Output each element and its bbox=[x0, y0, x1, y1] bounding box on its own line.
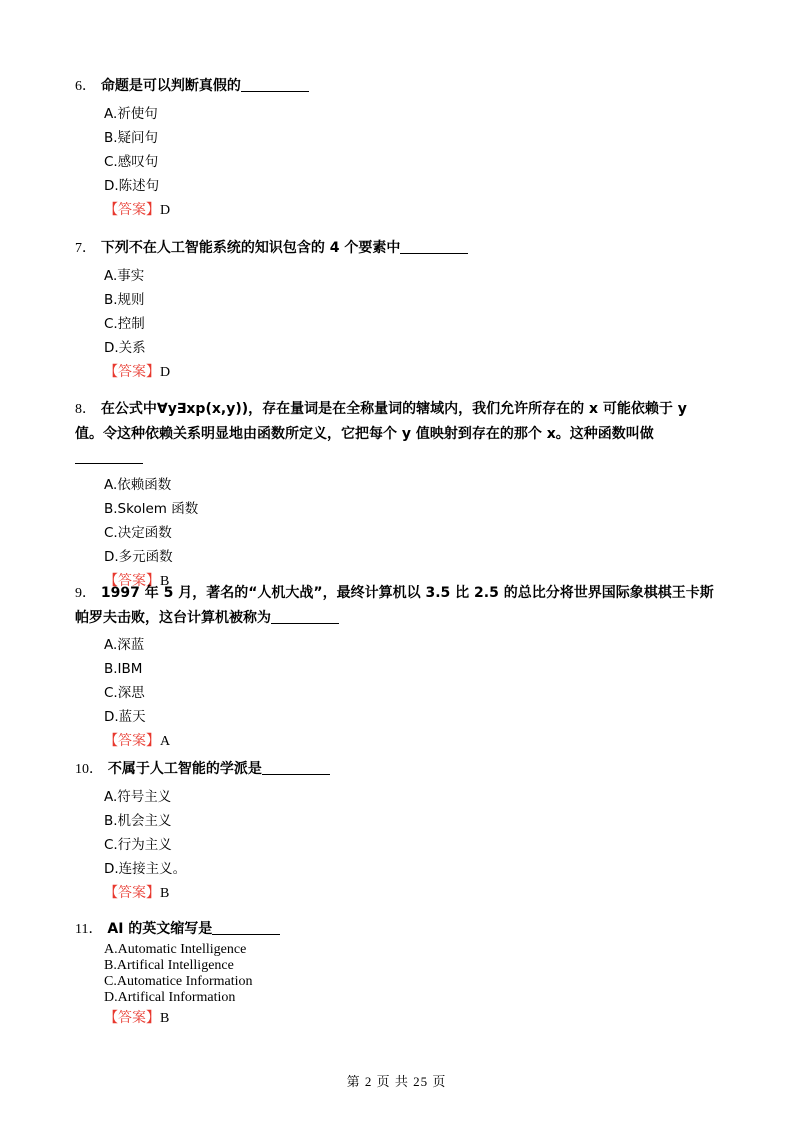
answer-blank bbox=[75, 449, 143, 464]
question-number: 9． bbox=[75, 586, 96, 601]
question-stem bbox=[75, 397, 719, 470]
answer-label: 【答案】 bbox=[104, 885, 160, 901]
options-list bbox=[104, 264, 793, 360]
option-d: D.多元函数 bbox=[104, 549, 173, 565]
option-b: B.Skolem 函数 bbox=[104, 501, 199, 517]
answer-label: 【答案】 bbox=[104, 1010, 160, 1026]
answer-line bbox=[104, 1006, 793, 1031]
answer-line bbox=[104, 729, 793, 754]
option-b: B.规则 bbox=[104, 292, 145, 308]
question-stem bbox=[75, 581, 719, 630]
option-a: A.依赖函数 bbox=[104, 477, 172, 493]
question-stem bbox=[75, 757, 719, 782]
option-d: D.Artifical Information bbox=[104, 990, 236, 1005]
option-c: C.行为主义 bbox=[104, 837, 172, 853]
question-stem bbox=[75, 74, 719, 99]
question-7 bbox=[0, 236, 793, 385]
question-11 bbox=[0, 917, 793, 1031]
question-text: AI 的英文缩写是 bbox=[107, 921, 213, 937]
answer-line bbox=[104, 881, 793, 906]
options-list bbox=[104, 633, 793, 729]
question-stem bbox=[75, 917, 719, 942]
option-d: D.连接主义。 bbox=[104, 861, 187, 877]
options-list bbox=[104, 473, 793, 569]
question-number: 8． bbox=[75, 402, 96, 417]
option-c: C.感叹句 bbox=[104, 154, 159, 170]
page-footer: 第 2 页 共 25 页 bbox=[346, 1074, 447, 1089]
option-b: B.疑问句 bbox=[104, 130, 159, 146]
answer-blank bbox=[271, 609, 339, 624]
question-number: 6． bbox=[75, 79, 96, 94]
question-text: 在公式中∀y∃xp(x,y))，存在量词是在全称量词的辖域内，我们允许所存在的 x 可能依赖于 y 值。令这种依赖关系明显地由函数所定义，它把每个 y 值映射到存在的那个 x。这种函数叫做 bbox=[75, 401, 687, 442]
question-6 bbox=[0, 74, 793, 223]
option-a: A.深蓝 bbox=[104, 637, 145, 653]
question-number: 11． bbox=[75, 922, 103, 937]
option-b: B.IBM bbox=[104, 661, 143, 677]
answer-blank bbox=[400, 239, 468, 254]
answer-label: 【答案】 bbox=[104, 733, 160, 749]
option-d: D.陈述句 bbox=[104, 178, 160, 194]
answer-value: A bbox=[160, 734, 171, 749]
option-b: B.Artifical Intelligence bbox=[104, 958, 234, 973]
answer-value: B bbox=[160, 1011, 170, 1026]
option-c: C.深思 bbox=[104, 685, 145, 701]
option-c: C.决定函数 bbox=[104, 525, 172, 541]
options-list bbox=[104, 942, 793, 1006]
answer-blank bbox=[212, 920, 280, 935]
option-c: C.Automatice Information bbox=[104, 974, 253, 989]
answer-value: B bbox=[160, 574, 170, 589]
question-number: 7． bbox=[75, 241, 96, 256]
option-c: C.控制 bbox=[104, 316, 145, 332]
options-list bbox=[104, 102, 793, 198]
question-text: 1997 年 5 月，著名的“人机大战”，最终计算机以 3.5 比 2.5 的总比分将世界国际象棋棋王卡斯帕罗夫击败，这台计算机被称为 bbox=[75, 585, 714, 626]
question-number: 10． bbox=[75, 762, 103, 777]
answer-line bbox=[104, 360, 793, 385]
question-text: 不属于人工智能的学派是 bbox=[107, 761, 262, 777]
question-text: 下列不在人工智能系统的知识包含的 4 个要素中 bbox=[100, 240, 401, 256]
question-stem bbox=[75, 236, 719, 261]
question-8 bbox=[0, 397, 793, 594]
option-a: A.Automatic Intelligence bbox=[104, 942, 247, 957]
option-a: A.符号主义 bbox=[104, 789, 172, 805]
option-a: A.祈使句 bbox=[104, 106, 158, 122]
answer-blank bbox=[262, 760, 330, 775]
answer-label: 【答案】 bbox=[104, 202, 160, 218]
answer-value: B bbox=[160, 886, 170, 901]
question-9 bbox=[0, 581, 793, 754]
option-d: D.关系 bbox=[104, 340, 146, 356]
option-a: A.事实 bbox=[104, 268, 145, 284]
answer-value: D bbox=[160, 203, 171, 218]
answer-line bbox=[104, 198, 793, 223]
options-list bbox=[104, 785, 793, 881]
answer-value: D bbox=[160, 365, 171, 380]
answer-label: 【答案】 bbox=[104, 364, 160, 380]
answer-blank bbox=[241, 77, 309, 92]
option-b: B.机会主义 bbox=[104, 813, 172, 829]
option-d: D.蓝天 bbox=[104, 709, 146, 725]
question-10 bbox=[0, 757, 793, 906]
answer-label: 【答案】 bbox=[104, 573, 160, 589]
question-text: 命题是可以判断真假的 bbox=[100, 78, 241, 94]
